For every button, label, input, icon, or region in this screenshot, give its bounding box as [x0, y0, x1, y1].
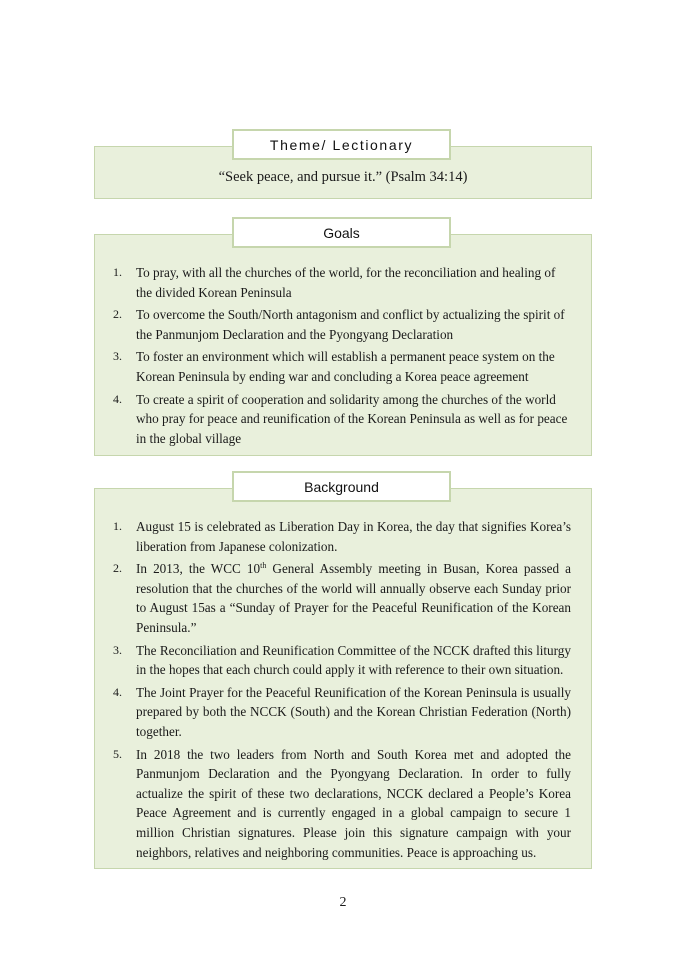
background-text — [136, 559, 571, 637]
background-text: August 15 is celebrated as Liberation Day in Korea, the day that signifies Korea’s liberation from Japanese colonization. — [136, 519, 571, 554]
background-text: The Joint Prayer for the Peaceful Reunification of the Korean Peninsula is usually prepared by both the NCCK (South) and the Korean Christian Federation (North) together. — [136, 684, 571, 739]
goal-item — [95, 305, 591, 344]
goal-number: 4. — [113, 391, 122, 406]
background-number: 1. — [113, 519, 122, 533]
goal-item — [95, 390, 591, 449]
goal-text: To overcome the South/North antagonism and conflict by actualizing the spirit of the Panmunjom Declaration and the Pyongyang Declaration — [136, 307, 565, 342]
background-item — [95, 559, 591, 637]
background-number: 4. — [113, 684, 122, 699]
goal-number: 1. — [113, 265, 122, 279]
background-text-pre: In 2013, the WCC 10 — [136, 561, 261, 577]
goals-heading: Goals — [232, 217, 451, 248]
background-text-post: General Assembly meeting in Busan, Korea passed a resolution that the churches of the world will annually observe each Sunday prior to August 15as a “Sunday of Prayer for the Peaceful Reunification of the Korean Peninsula.” — [136, 561, 572, 635]
background-number: 2. — [113, 561, 122, 576]
background-number: 5. — [113, 746, 122, 761]
goal-item — [95, 347, 591, 386]
goal-number: 2. — [113, 307, 122, 322]
background-item — [95, 683, 591, 742]
theme-quote: “Seek peace, and pursue it.” (Psalm 34:14) — [218, 169, 468, 185]
background-list — [95, 517, 591, 865]
goal-text: To foster an environment which will establish a permanent peace system on the Korean Peninsula by ending war and concluding a Korea peace agreement — [136, 349, 555, 384]
background-item — [95, 745, 591, 863]
goal-item — [95, 263, 591, 302]
background-heading: Background — [232, 471, 451, 502]
background-item — [95, 641, 591, 680]
page-number: 2 — [339, 895, 347, 910]
goal-text: To pray, with all the churches of the world, for the reconciliation and healing of the divided Korean Peninsula — [136, 265, 556, 300]
ordinal-suffix: th — [260, 561, 267, 571]
background-text: In 2018 the two leaders from North and South Korea met and adopted the Panmunjom Declaration and the Pyongyang Declaration. In order to fully actualize the spirit of these two declarations, NCCK declared a People’s Korea Peace Agreement and is currently engaged in a global campaign to secure 1 million Christian signatures. Please join this signature campaign with your neighbors, relatives and neighboring communities. Peace is approaching us. — [136, 746, 571, 860]
goal-number: 3. — [113, 349, 122, 364]
goal-text: To create a spirit of cooperation and solidarity among the churches of the world who pray for peace and reunification of the Korean Peninsula as well as for peace in the global village — [136, 391, 568, 446]
goals-box — [94, 234, 592, 456]
goals-list — [95, 263, 591, 451]
theme-heading: Theme/ Lectionary — [232, 129, 451, 160]
background-text: The Reconciliation and Reunification Committee of the NCCK drafted this liturgy in the hopes that each church could apply it with reference to their own situation. — [136, 642, 571, 678]
background-item — [95, 517, 591, 556]
background-box — [94, 488, 592, 869]
background-number: 3. — [113, 642, 122, 657]
